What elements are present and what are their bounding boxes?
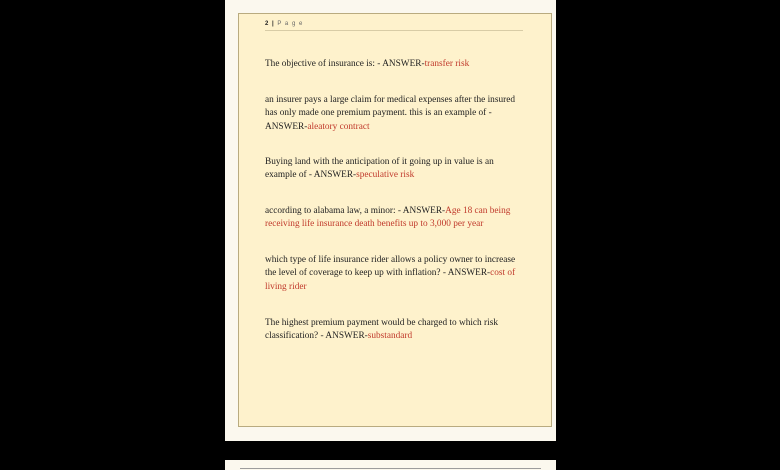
answer-text: speculative risk <box>356 170 415 181</box>
question-text: The highest premium payment would be charged to which risk classification? - ANSWER- <box>265 318 498 342</box>
page-number: 2 <box>265 21 270 27</box>
next-page-edge <box>225 460 556 470</box>
question-text: which type of life insurance rider allows a policy owner to increase the level of coverage to keep up with inflation? - ANSWER- <box>265 255 516 279</box>
answer-text: cost of living rider <box>265 268 516 292</box>
page-frame <box>238 13 552 427</box>
page-number-header <box>265 21 303 27</box>
qa-item-4 <box>265 205 527 232</box>
page-separator: | <box>272 21 275 27</box>
next-page-border <box>240 468 541 469</box>
qa-item-6 <box>265 317 527 344</box>
document-sheet <box>225 0 556 441</box>
qa-item-2 <box>265 94 527 134</box>
page-label: P a g e <box>277 21 304 27</box>
question-text: Buying land with the anticipation of it going up in value is an example of - ANSWER- <box>265 157 494 181</box>
answer-text: substandard <box>367 331 413 342</box>
question-text: an insurer pays a large claim for medical expenses after the insured has only made one premium payment. this is an example of - ANSWER- <box>265 95 515 132</box>
qa-item-5 <box>265 254 527 294</box>
qa-item-1 <box>265 58 527 71</box>
question-text: according to alabama law, a minor: - ANSWER- <box>265 206 446 216</box>
qa-item-3 <box>265 156 527 183</box>
answer-text: transfer risk <box>424 59 470 69</box>
question-text: The objective of insurance is: - ANSWER- <box>265 59 425 69</box>
answer-text: Age 18 can being receiving life insurance death benefits up to 3,000 per year <box>265 206 511 230</box>
answer-text: aleatory contract <box>307 121 370 132</box>
header-divider <box>265 30 523 31</box>
